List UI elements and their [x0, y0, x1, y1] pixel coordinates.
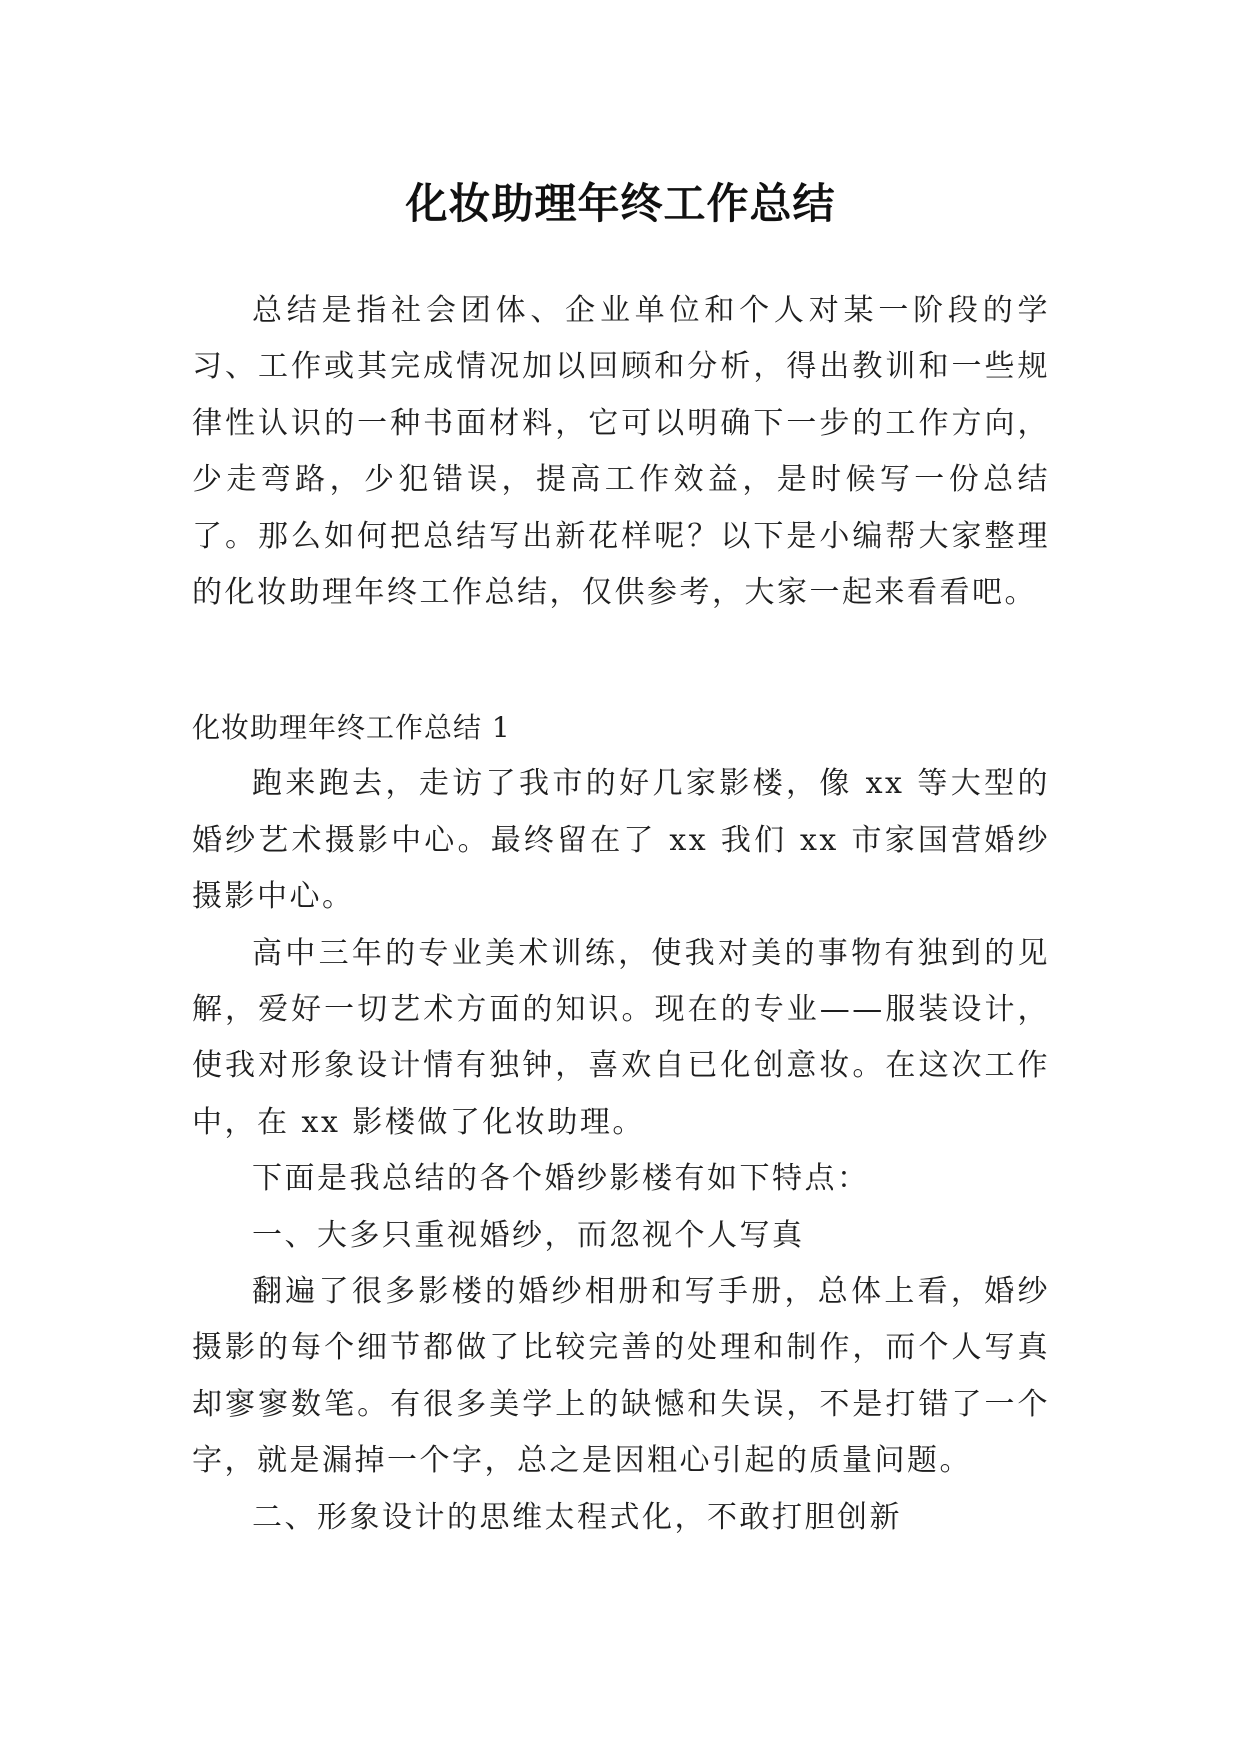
intro-block	[192, 283, 1050, 621]
section-block	[192, 700, 1050, 1546]
intro-paragraph: 总结是指社会团体、企业单位和个人对某一阶段的学习、工作或其完成情况加以回顾和分析，得出教训和一些规律性认识的一种书面材料，它可以明确下一步的工作方向，少走弯路，少犯错误，提高工作效益，是时候写一份总结了。那么如何把总结写出新花样呢？以下是小编帮大家整理的化妆助理年终工作总结，仅供参考，大家一起来看看吧。	[192, 293, 1050, 611]
body-paragraph: 跑来跑去，走访了我市的好几家影楼，像 xx 等大型的婚纱艺术摄影中心。最终留在了 xx 我们 xx 市家国营婚纱摄影中心。	[192, 766, 1050, 915]
body-paragraph: 高中三年的专业美术训练，使我对美的事物有独到的见解，爱好一切艺术方面的知识。现在的专业——服装设计，使我对形象设计情有独钟，喜欢自已化创意妆。在这次工作中，在 xx 影楼做了化妆助理。	[192, 935, 1050, 1140]
body-paragraph: 翻遍了很多影楼的婚纱相册和写手册，总体上看，婚纱摄影的每个细节都做了比较完善的处理和制作，而个人写真却寥寥数笔。有很多美学上的缺憾和失误，不是打错了一个字，就是漏掉一个字，总之是因粗心引起的质量问题。	[192, 1274, 1050, 1479]
list-heading: 二、形象设计的思维太程式化，不敢打胆创新	[252, 1499, 902, 1535]
body-paragraph: 下面是我总结的各个婚纱影楼有如下特点：	[252, 1161, 870, 1197]
list-heading: 一、大多只重视婚纱，而忽视个人写真	[252, 1217, 805, 1253]
document-title: 化妆助理年终工作总结	[405, 179, 836, 229]
section-heading: 化妆助理年终工作总结 1	[192, 711, 511, 744]
